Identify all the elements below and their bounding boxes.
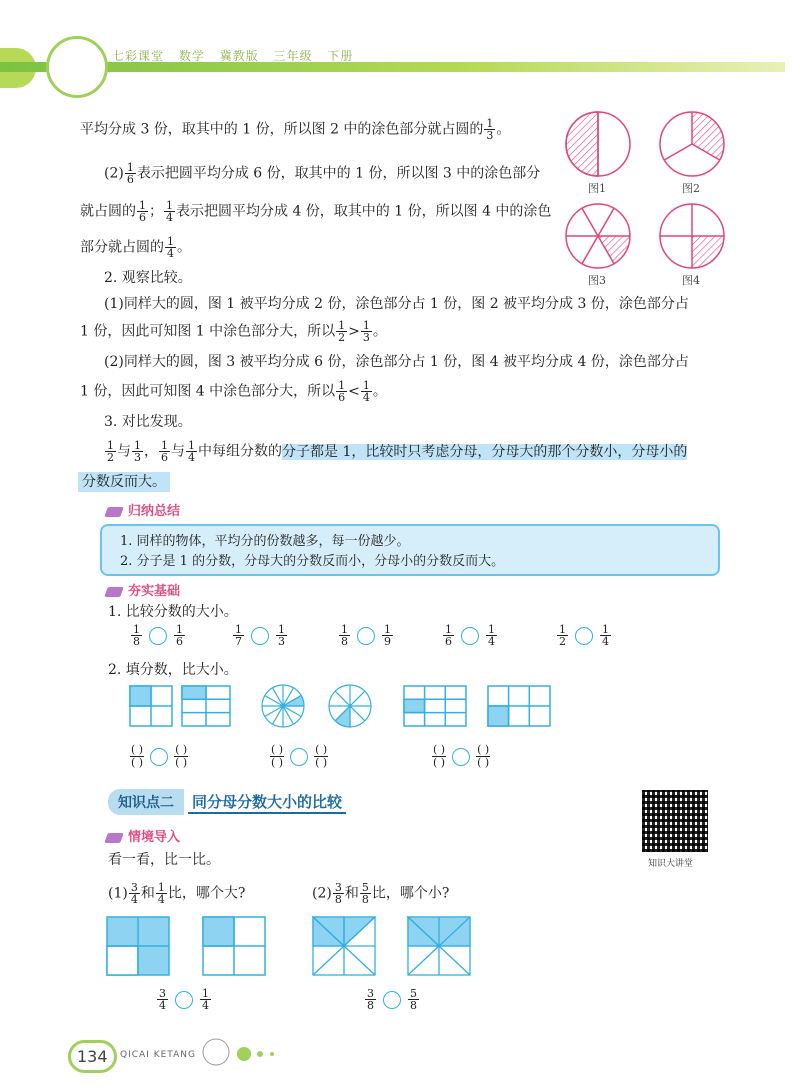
practice-shapes: [128, 684, 558, 732]
figure-1-label: 图1: [588, 182, 606, 195]
fraction-b: $\frac{1}{4}$: [488, 623, 495, 648]
tag-icon: [104, 507, 124, 517]
tag-icon: [104, 587, 124, 597]
header-title: [112, 47, 363, 64]
blank-fraction[interactable]: $\frac{( )}{( )}$: [175, 743, 188, 769]
section2-p2a: (2)同样大的圆，图 3 被平均分成 6 份，涂色部分占 1 份，图 4 被平均分成 4 份，涂色部分占: [104, 354, 689, 370]
practice-q2: 2. 填分数，比大小。: [108, 662, 238, 678]
subject: 数学: [178, 49, 205, 63]
figure-2-label: 图2: [682, 182, 700, 195]
circle-figures: [560, 108, 740, 292]
intro-q2: (2) $\frac{3}{8}$ 和 $\frac{5}{8}$ 比，哪个小?: [312, 881, 450, 906]
knowledge-point-2: [108, 790, 346, 814]
compare-blank-circle[interactable]: [175, 991, 193, 1009]
page-number: 134: [68, 1040, 117, 1073]
para1-line4: 部分就占圆的 $\frac{1}{4}$ 。: [80, 235, 191, 260]
kp2-title: 同分母分数大小的比较: [188, 791, 346, 814]
blank-fraction[interactable]: $\frac{( )}{( )}$: [315, 743, 328, 769]
section3-title: 3. 对比发现。: [104, 414, 192, 430]
compare-blank-circle[interactable]: [357, 627, 375, 645]
figure-4-circle: [660, 204, 724, 268]
figure-1-circle: [566, 112, 630, 176]
practice-tag: 夯实基础: [106, 580, 180, 599]
kp2-label: 知识点二: [108, 789, 184, 815]
section2-p2b: 1 份，因此可知图 4 中涂色部分大，所以 $\frac{1}{6}$ < $\frac{1}{4}$ 。: [80, 379, 387, 404]
qr-code-icon[interactable]: [642, 790, 708, 852]
summary-tag: 归纳总结: [106, 500, 180, 519]
section3-line2: 分数反而大。: [78, 472, 170, 492]
fraction-a: $\frac{1}{8}$: [133, 623, 140, 648]
mascot-dog-icon: [46, 36, 108, 98]
fraction-b: $\frac{1}{3}$: [278, 623, 285, 648]
fraction-b: $\frac{1}{4}$: [602, 623, 609, 648]
section2-p1b: 1 份，因此可知图 1 中涂色部分大，所以 $\frac{1}{2}$ > $\frac{1}{3}$ 。: [80, 319, 387, 344]
fraction-a: $\frac{1}{6}$: [445, 623, 452, 648]
intro-shapes: [106, 916, 476, 978]
figure-3-circle: [566, 204, 630, 268]
compare-blank-circle[interactable]: [452, 748, 470, 766]
summary-item-1: 1. 同样的物体，平均分的份数越多，每一份越少。: [120, 534, 410, 549]
compare-blank-circle[interactable]: [150, 748, 168, 766]
figure-2-circle: [660, 112, 724, 176]
compare-blank-circle[interactable]: [575, 627, 593, 645]
intro-q1: (1) $\frac{3}{4}$ 和 $\frac{1}{4}$ 比，哪个大?: [108, 881, 246, 906]
figure-4-label: 图4: [682, 274, 700, 287]
wheel-8: [329, 685, 371, 727]
compare-pair: [130, 624, 186, 647]
intro-text: 看一看，比一比。: [108, 852, 220, 868]
compare-blank-circle[interactable]: [149, 627, 167, 645]
blank-compare: [270, 744, 328, 769]
fraction-a: $\frac{1}{8}$: [341, 623, 348, 648]
compare-pair: [556, 624, 612, 647]
para1-line2: (2) $\frac{1}{6}$ 表示把圆平均分成 6 份，取其中的 1 份，所以图 3 中的涂色部分: [104, 161, 541, 186]
compare-blank-circle[interactable]: [290, 748, 308, 766]
fraction-a: $\frac{1}{7}$: [235, 623, 242, 648]
footer-decoration: [200, 1032, 300, 1072]
section2-p1a: (1)同样大的圆，图 1 被平均分成 2 份，涂色部分占 1 份，图 2 被平均分成 3 份，涂色部分占: [104, 296, 689, 312]
figure-3-label: 图3: [588, 274, 606, 287]
compare-blank-circle[interactable]: [251, 627, 269, 645]
blank-fraction[interactable]: $\frac{( )}{( )}$: [433, 743, 446, 769]
fraction-b: $\frac{1}{9}$: [384, 623, 391, 648]
grade: 三年级: [273, 49, 313, 63]
compare-pair: [338, 624, 394, 647]
blank-compare: [432, 744, 490, 769]
para1-line1: 平均分成 3 份，取其中的 1 份，所以图 2 中的涂色部分就占圆的 $\frac{1}{3}$ 。: [80, 117, 511, 142]
blank-fraction[interactable]: $\frac{( )}{( )}$: [131, 743, 144, 769]
blank-fraction[interactable]: $\frac{( )}{( )}$: [271, 743, 284, 769]
practice-q1: 1. 比较分数的大小。: [108, 604, 238, 620]
summary-item-2: 2. 分子是 1 的分数，分母大的分数反而小，分母小的分数反而大。: [120, 554, 505, 569]
wheel-12: [262, 685, 304, 727]
tag-icon: [104, 833, 124, 843]
blank-compare: [130, 744, 188, 769]
fraction-a: $\frac{1}{2}$: [559, 623, 566, 648]
summary-box: [100, 524, 720, 576]
intro-compare-1: $\frac{3}{4}$ $\frac{1}{4}$: [159, 987, 209, 1012]
series-name: 七彩课堂: [112, 49, 165, 63]
volume: 下册: [327, 49, 354, 63]
blank-fraction[interactable]: $\frac{( )}{( )}$: [477, 743, 490, 769]
fraction-b: $\frac{1}{6}$: [176, 623, 183, 648]
qr-label: 知识大讲堂: [648, 859, 694, 869]
intro-compare-2: $\frac{3}{8}$ $\frac{5}{8}$: [367, 987, 417, 1012]
compare-blank-circle[interactable]: [461, 627, 479, 645]
compare-blank-circle[interactable]: [383, 991, 401, 1009]
intro-tag: 情境导入: [106, 826, 180, 845]
footer-brand: QICAI KETANG: [120, 1050, 196, 1060]
compare-pair: [232, 624, 288, 647]
compare-pair: [442, 624, 498, 647]
para1-line3: 就占圆的 $\frac{1}{6}$ ； $\frac{1}{4}$ 表示把圆平均分成 4 份，取其中的 1 份，所以图 4 中的涂色: [80, 199, 552, 224]
edition: 冀教版: [219, 49, 259, 63]
section2-title: 2. 观察比较。: [104, 270, 192, 286]
section3-line1: $\frac{1}{2}$ 与 $\frac{1}{3}$ ， $\frac{1}{6}$ 与 $\frac{1}{4}$ 中每组分数的分子都是 1，比较时只考虑分母，分母大的那个分数小，分母小的: [107, 439, 688, 464]
